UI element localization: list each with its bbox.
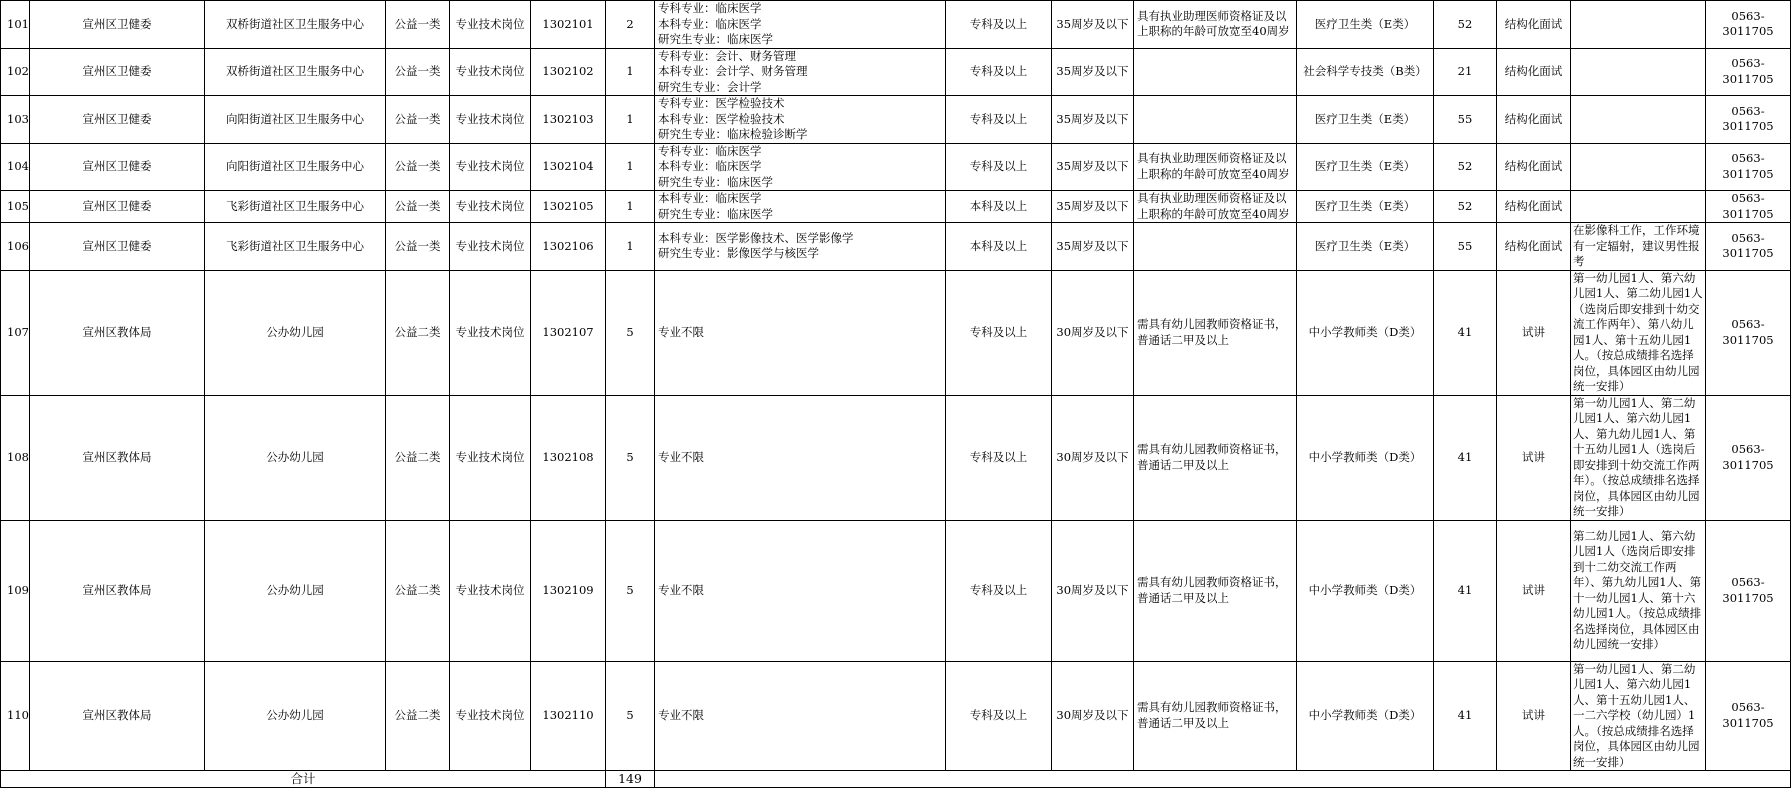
requirement-cell: [1134, 223, 1297, 271]
requirement-cell: [1134, 96, 1297, 144]
interview-cell: 结构化面试: [1497, 191, 1571, 223]
row-number: 110: [1, 661, 30, 771]
note-cell: [1571, 48, 1706, 96]
major-cell: 专科专业：会计、财务管理 本科专业：会计学、财务管理 研究生专业：会计学: [655, 48, 946, 96]
age-cell: 35周岁及以下: [1052, 191, 1134, 223]
row-number: 109: [1, 520, 30, 661]
subject-code-cell: 41: [1434, 661, 1497, 771]
major-cell: 专科专业：临床医学 本科专业：临床医学 研究生专业：临床医学: [655, 143, 946, 191]
phone-cell: 0563-3011705: [1706, 270, 1791, 395]
post-code-cell: 1302110: [531, 661, 606, 771]
row-number: 102: [1, 48, 30, 96]
age-cell: 30周岁及以下: [1052, 520, 1134, 661]
age-cell: 35周岁及以下: [1052, 143, 1134, 191]
count-cell: 1: [606, 191, 655, 223]
major-cell: 专科专业：临床医学 本科专业：临床医学 研究生专业：临床医学: [655, 1, 946, 49]
education-cell: 专科及以上: [946, 661, 1052, 771]
major-cell: 专业不限: [655, 661, 946, 771]
category-cell: 公益二类: [386, 661, 450, 771]
subject-code-cell: 41: [1434, 270, 1497, 395]
department-cell: 宣州区卫健委: [30, 1, 205, 49]
interview-cell: 结构化面试: [1497, 143, 1571, 191]
count-cell: 5: [606, 520, 655, 661]
education-cell: 专科及以上: [946, 395, 1052, 520]
phone-cell: 0563-3011705: [1706, 661, 1791, 771]
row-number: 104: [1, 143, 30, 191]
total-count: 149: [606, 771, 655, 788]
unit-cell: 飞彩街道社区卫生服务中心: [205, 191, 386, 223]
note-cell: 在影像科工作，工作环境有一定辐射，建议男性报考: [1571, 223, 1706, 271]
post-code-cell: 1302105: [531, 191, 606, 223]
requirement-cell: 具有执业助理医师资格证及以上职称的年龄可放宽至40周岁: [1134, 191, 1297, 223]
exam-type-cell: 医疗卫生类（E类）: [1297, 143, 1434, 191]
total-empty: [655, 771, 1791, 788]
education-cell: 专科及以上: [946, 520, 1052, 661]
exam-type-cell: 社会科学专技类（B类）: [1297, 48, 1434, 96]
unit-cell: 飞彩街道社区卫生服务中心: [205, 223, 386, 271]
education-cell: 专科及以上: [946, 270, 1052, 395]
exam-type-cell: 中小学教师类（D类）: [1297, 661, 1434, 771]
subject-code-cell: 41: [1434, 395, 1497, 520]
note-cell: [1571, 96, 1706, 144]
interview-cell: 试讲: [1497, 661, 1571, 771]
table-row: [1, 191, 1791, 223]
major-cell: 专科专业：医学检验技术 本科专业：医学检验技术 研究生专业：临床检验诊断学: [655, 96, 946, 144]
table-row: [1, 270, 1791, 395]
education-cell: 专科及以上: [946, 48, 1052, 96]
department-cell: 宣州区卫健委: [30, 96, 205, 144]
category-cell: 公益一类: [386, 96, 450, 144]
unit-cell: 公办幼儿园: [205, 270, 386, 395]
exam-type-cell: 医疗卫生类（E类）: [1297, 96, 1434, 144]
interview-cell: 结构化面试: [1497, 48, 1571, 96]
unit-cell: 向阳街道社区卫生服务中心: [205, 143, 386, 191]
post-code-cell: 1302102: [531, 48, 606, 96]
subject-code-cell: 52: [1434, 143, 1497, 191]
total-label: 合计: [1, 771, 606, 788]
requirement-cell: 具有执业助理医师资格证及以上职称的年龄可放宽至40周岁: [1134, 143, 1297, 191]
row-number: 106: [1, 223, 30, 271]
unit-cell: 公办幼儿园: [205, 661, 386, 771]
requirement-cell: 需具有幼儿园教师资格证书，普通话二甲及以上: [1134, 520, 1297, 661]
note-cell: [1571, 1, 1706, 49]
education-cell: 专科及以上: [946, 96, 1052, 144]
post-type-cell: 专业技术岗位: [450, 223, 531, 271]
department-cell: 宣州区教体局: [30, 270, 205, 395]
age-cell: 30周岁及以下: [1052, 395, 1134, 520]
category-cell: 公益二类: [386, 520, 450, 661]
major-cell: 本科专业：医学影像技术、医学影像学 研究生专业：影像医学与核医学: [655, 223, 946, 271]
phone-cell: 0563-3011705: [1706, 395, 1791, 520]
subject-code-cell: 55: [1434, 223, 1497, 271]
major-cell: 本科专业：临床医学 研究生专业：临床医学: [655, 191, 946, 223]
education-cell: 本科及以上: [946, 191, 1052, 223]
unit-cell: 向阳街道社区卫生服务中心: [205, 96, 386, 144]
requirement-cell: 具有执业助理医师资格证及以上职称的年龄可放宽至40周岁: [1134, 1, 1297, 49]
note-cell: [1571, 191, 1706, 223]
exam-type-cell: 中小学教师类（D类）: [1297, 520, 1434, 661]
phone-cell: 0563-3011705: [1706, 96, 1791, 144]
unit-cell: 公办幼儿园: [205, 395, 386, 520]
post-type-cell: 专业技术岗位: [450, 270, 531, 395]
table-body: [1, 1, 1791, 788]
department-cell: 宣州区教体局: [30, 395, 205, 520]
total-row: [1, 771, 1791, 788]
subject-code-cell: 21: [1434, 48, 1497, 96]
age-cell: 30周岁及以下: [1052, 661, 1134, 771]
post-code-cell: 1302107: [531, 270, 606, 395]
count-cell: 5: [606, 395, 655, 520]
subject-code-cell: 52: [1434, 1, 1497, 49]
education-cell: 专科及以上: [946, 1, 1052, 49]
table-row: [1, 520, 1791, 661]
note-cell: [1571, 143, 1706, 191]
age-cell: 35周岁及以下: [1052, 96, 1134, 144]
major-cell: 专业不限: [655, 395, 946, 520]
unit-cell: 双桥街道社区卫生服务中心: [205, 1, 386, 49]
count-cell: 5: [606, 661, 655, 771]
age-cell: 35周岁及以下: [1052, 48, 1134, 96]
phone-cell: 0563-3011705: [1706, 143, 1791, 191]
post-code-cell: 1302101: [531, 1, 606, 49]
count-cell: 1: [606, 223, 655, 271]
department-cell: 宣州区卫健委: [30, 143, 205, 191]
department-cell: 宣州区教体局: [30, 520, 205, 661]
count-cell: 1: [606, 96, 655, 144]
major-cell: 专业不限: [655, 270, 946, 395]
note-cell: 第一幼儿园1人、第二幼儿园1人、第六幼儿园1人、第十五幼儿园1人、一二六学校（幼儿园）1人。（按总成绩排名选择岗位，具体园区由幼儿园统一安排）: [1571, 661, 1706, 771]
row-number: 105: [1, 191, 30, 223]
category-cell: 公益二类: [386, 270, 450, 395]
phone-cell: 0563-3011705: [1706, 223, 1791, 271]
post-code-cell: 1302106: [531, 223, 606, 271]
phone-cell: 0563-3011705: [1706, 1, 1791, 49]
phone-cell: 0563-3011705: [1706, 48, 1791, 96]
exam-type-cell: 医疗卫生类（E类）: [1297, 1, 1434, 49]
phone-cell: 0563-3011705: [1706, 191, 1791, 223]
post-type-cell: 专业技术岗位: [450, 48, 531, 96]
interview-cell: 试讲: [1497, 520, 1571, 661]
education-cell: 本科及以上: [946, 223, 1052, 271]
post-type-cell: 专业技术岗位: [450, 191, 531, 223]
exam-type-cell: 中小学教师类（D类）: [1297, 270, 1434, 395]
count-cell: 2: [606, 1, 655, 49]
category-cell: 公益一类: [386, 143, 450, 191]
row-number: 108: [1, 395, 30, 520]
post-type-cell: 专业技术岗位: [450, 143, 531, 191]
row-number: 103: [1, 96, 30, 144]
unit-cell: 双桥街道社区卫生服务中心: [205, 48, 386, 96]
post-type-cell: 专业技术岗位: [450, 1, 531, 49]
major-cell: 专业不限: [655, 520, 946, 661]
note-cell: 第二幼儿园1人、第六幼儿园1人（选岗后即安排到十二幼交流工作两年）、第九幼儿园1人、第十一幼儿园1人、第十六幼儿园1人。（按总成绩排名选择岗位，具体园区由幼儿园统一安排）: [1571, 520, 1706, 661]
interview-cell: 结构化面试: [1497, 96, 1571, 144]
table-row: [1, 223, 1791, 271]
category-cell: 公益一类: [386, 48, 450, 96]
exam-type-cell: 中小学教师类（D类）: [1297, 395, 1434, 520]
interview-cell: 结构化面试: [1497, 223, 1571, 271]
post-code-cell: 1302104: [531, 143, 606, 191]
count-cell: 5: [606, 270, 655, 395]
requirement-cell: 需具有幼儿园教师资格证书，普通话二甲及以上: [1134, 395, 1297, 520]
category-cell: 公益一类: [386, 1, 450, 49]
age-cell: 35周岁及以下: [1052, 223, 1134, 271]
post-code-cell: 1302109: [531, 520, 606, 661]
post-type-cell: 专业技术岗位: [450, 520, 531, 661]
table-row: [1, 1, 1791, 49]
post-code-cell: 1302103: [531, 96, 606, 144]
education-cell: 专科及以上: [946, 143, 1052, 191]
unit-cell: 公办幼儿园: [205, 520, 386, 661]
subject-code-cell: 41: [1434, 520, 1497, 661]
department-cell: 宣州区卫健委: [30, 223, 205, 271]
category-cell: 公益一类: [386, 191, 450, 223]
post-code-cell: 1302108: [531, 395, 606, 520]
age-cell: 30周岁及以下: [1052, 270, 1134, 395]
count-cell: 1: [606, 143, 655, 191]
table-row: [1, 143, 1791, 191]
requirement-cell: 需具有幼儿园教师资格证书，普通话二甲及以上: [1134, 270, 1297, 395]
subject-code-cell: 55: [1434, 96, 1497, 144]
post-type-cell: 专业技术岗位: [450, 395, 531, 520]
interview-cell: 结构化面试: [1497, 1, 1571, 49]
subject-code-cell: 52: [1434, 191, 1497, 223]
interview-cell: 试讲: [1497, 270, 1571, 395]
row-number: 107: [1, 270, 30, 395]
table-row: [1, 48, 1791, 96]
phone-cell: 0563-3011705: [1706, 520, 1791, 661]
department-cell: 宣州区卫健委: [30, 191, 205, 223]
count-cell: 1: [606, 48, 655, 96]
interview-cell: 试讲: [1497, 395, 1571, 520]
exam-type-cell: 医疗卫生类（E类）: [1297, 191, 1434, 223]
row-number: 101: [1, 1, 30, 49]
requirement-cell: [1134, 48, 1297, 96]
post-type-cell: 专业技术岗位: [450, 96, 531, 144]
age-cell: 35周岁及以下: [1052, 1, 1134, 49]
department-cell: 宣州区卫健委: [30, 48, 205, 96]
exam-type-cell: 医疗卫生类（E类）: [1297, 223, 1434, 271]
requirement-cell: 需具有幼儿园教师资格证书，普通话二甲及以上: [1134, 661, 1297, 771]
table-row: [1, 661, 1791, 771]
category-cell: 公益二类: [386, 395, 450, 520]
table-row: [1, 96, 1791, 144]
note-cell: 第一幼儿园1人、第六幼儿园1人、第二幼儿园1人（选岗后即安排到十幼交流工作两年）、第八幼儿园1人、第十五幼儿园1人。（按总成绩排名选择岗位，具体园区由幼儿园统一安排）: [1571, 270, 1706, 395]
category-cell: 公益一类: [386, 223, 450, 271]
table-row: [1, 395, 1791, 520]
department-cell: 宣州区教体局: [30, 661, 205, 771]
post-type-cell: 专业技术岗位: [450, 661, 531, 771]
note-cell: 第一幼儿园1人、第二幼儿园1人、第六幼儿园1人、第九幼儿园1人、第十五幼儿园1人（选岗后即安排到十幼交流工作两年）。（按总成绩排名选择岗位，具体园区由幼儿园统一安排）: [1571, 395, 1706, 520]
